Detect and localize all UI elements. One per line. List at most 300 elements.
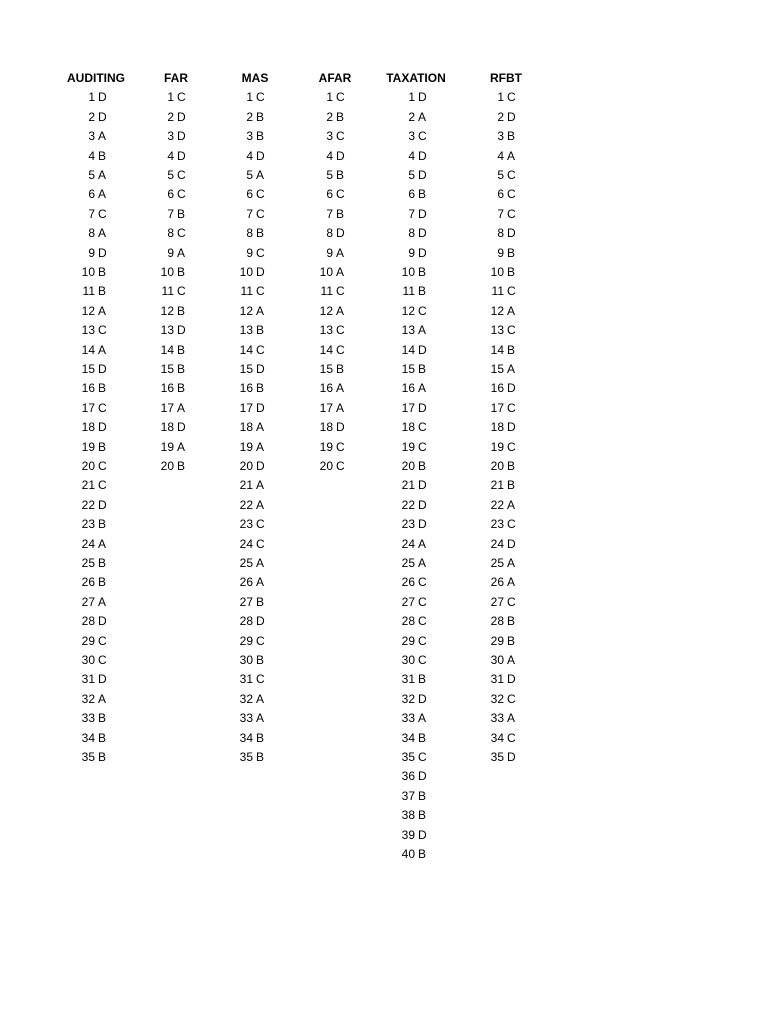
answer-entry: [480, 166, 516, 185]
answer-entry: [480, 302, 515, 321]
answer-entry: [480, 554, 515, 573]
question-number: 1: [497, 90, 504, 105]
question-number: 8: [88, 226, 95, 241]
answer-letter: B: [336, 168, 345, 182]
answer-letter: D: [256, 400, 265, 415]
answer-letter: D: [98, 497, 107, 512]
answer-letter: B: [507, 342, 516, 357]
answer-entry: [150, 360, 185, 379]
answer-letter: B: [98, 265, 107, 279]
answer-entry: [229, 535, 265, 554]
question-number: 4: [167, 148, 174, 163]
answer-letter: D: [418, 497, 427, 512]
answer-entry: [71, 224, 106, 243]
question-number: 27: [81, 594, 95, 609]
answer-letter: B: [98, 730, 107, 745]
question-number: 31: [81, 672, 95, 687]
answer-entry: [229, 438, 264, 457]
answer-letter: A: [256, 711, 265, 726]
question-number: 13: [319, 323, 333, 338]
question-number: 13: [239, 323, 253, 338]
answer-letter: C: [177, 284, 186, 299]
question-number: 23: [239, 517, 253, 532]
question-number: 19: [401, 439, 415, 454]
answer-letter: C: [256, 633, 265, 648]
question-number: 20: [160, 459, 174, 473]
answer-entry: [480, 282, 516, 301]
answer-letter: B: [256, 226, 265, 241]
answer-entry: [229, 709, 264, 728]
question-number: 5: [326, 168, 333, 182]
question-number: 9: [497, 245, 504, 260]
answer-letter: C: [256, 672, 265, 687]
answer-letter: D: [507, 381, 516, 396]
answer-entry: [480, 321, 516, 340]
question-number: 11: [82, 284, 95, 299]
answer-letter: B: [336, 206, 345, 221]
answer-letter: A: [336, 400, 345, 415]
answer-letter: C: [98, 653, 107, 667]
answer-entry: [71, 263, 106, 282]
answer-letter: A: [507, 556, 516, 570]
question-number: 18: [319, 420, 333, 435]
answer-letter: C: [177, 168, 186, 182]
question-number: 7: [246, 206, 253, 221]
question-number: 29: [401, 633, 415, 648]
answer-entry: [480, 263, 515, 282]
question-number: 14: [401, 342, 415, 357]
answer-letter: D: [98, 420, 107, 435]
answer-letter: C: [98, 323, 107, 338]
question-number: 3: [246, 129, 253, 144]
answer-entry: [480, 709, 515, 728]
answer-entry: [229, 457, 265, 476]
answer-letter: C: [507, 168, 516, 182]
question-number: 7: [326, 206, 333, 221]
answer-entry: [391, 341, 427, 360]
answer-entry: [480, 147, 515, 166]
question-number: 24: [490, 536, 504, 551]
answer-entry: [229, 515, 265, 534]
answer-letter: C: [256, 206, 265, 221]
question-number: 39: [401, 827, 415, 842]
question-number: 8: [497, 226, 504, 241]
question-number: 12: [319, 303, 333, 318]
answer-entry: [229, 379, 264, 398]
question-number: 35: [81, 750, 95, 764]
answer-entry: [71, 709, 106, 728]
answer-entry: [480, 457, 515, 476]
question-number: 18: [239, 420, 253, 435]
answer-entry: [480, 496, 515, 515]
question-number: 6: [246, 187, 253, 202]
answer-entry: [150, 108, 186, 127]
answer-letter: C: [507, 517, 516, 532]
question-number: 9: [326, 245, 333, 260]
question-number: 1: [408, 90, 415, 105]
answer-entry: [391, 554, 426, 573]
question-number: 24: [239, 536, 253, 551]
question-number: 28: [239, 614, 253, 629]
question-number: 31: [490, 672, 504, 687]
answer-letter: D: [418, 478, 427, 493]
answer-letter: B: [177, 362, 186, 376]
answer-entry: [391, 244, 427, 263]
answer-letter: A: [256, 691, 265, 706]
answer-letter: D: [98, 90, 107, 105]
answer-entry: [150, 321, 186, 340]
column-header-rfbt: RFBT: [490, 71, 522, 85]
answer-entry: [229, 244, 265, 263]
answer-entry: [391, 709, 426, 728]
answer-letter: C: [336, 284, 345, 299]
answer-letter: D: [336, 226, 345, 241]
question-number: 24: [81, 536, 95, 551]
question-number: 22: [490, 497, 504, 512]
question-number: 17: [401, 400, 415, 415]
answer-entry: [150, 418, 186, 437]
question-number: 21: [490, 478, 504, 493]
answer-letter: C: [507, 400, 516, 415]
question-number: 17: [160, 400, 174, 415]
answer-letter: A: [256, 439, 265, 454]
question-number: 9: [408, 245, 415, 260]
answer-entry: [71, 438, 106, 457]
answer-entry: [391, 282, 426, 301]
answer-letter: D: [507, 226, 516, 241]
answer-entry: [229, 360, 265, 379]
answer-entry: [391, 573, 427, 592]
answer-entry: [71, 418, 107, 437]
answer-entry: [480, 612, 515, 631]
answer-entry: [229, 185, 265, 204]
answer-letter: A: [98, 187, 107, 202]
answer-letter: A: [256, 168, 265, 182]
question-number: 7: [497, 206, 504, 221]
answer-letter: A: [177, 400, 186, 415]
answer-entry: [229, 690, 264, 709]
answer-letter: B: [507, 129, 516, 144]
answer-letter: D: [336, 148, 345, 163]
question-number: 8: [326, 226, 333, 241]
answer-letter: B: [256, 653, 265, 667]
question-number: 17: [239, 400, 253, 415]
answer-entry: [309, 302, 344, 321]
question-number: 5: [167, 168, 174, 182]
answer-entry: [229, 108, 264, 127]
answer-letter: D: [256, 265, 265, 279]
answer-entry: [480, 670, 516, 689]
question-number: 1: [88, 90, 95, 105]
answer-entry: [229, 496, 264, 515]
question-number: 11: [240, 284, 253, 299]
answer-letter: A: [336, 303, 345, 318]
answer-entry: [480, 593, 516, 612]
answer-entry: [150, 302, 185, 321]
question-number: 2: [497, 109, 504, 124]
answer-letter: D: [507, 536, 516, 551]
answer-letter: C: [418, 653, 427, 667]
answer-entry: [391, 379, 426, 398]
question-number: 15: [401, 362, 415, 376]
question-number: 16: [160, 381, 174, 396]
answer-letter: C: [256, 245, 265, 260]
answer-letter: A: [418, 381, 427, 396]
question-number: 4: [326, 148, 333, 163]
answer-letter: C: [418, 575, 427, 590]
answer-letter: A: [98, 303, 107, 318]
question-number: 15: [81, 362, 95, 376]
answer-entry: [309, 399, 344, 418]
question-number: 13: [490, 323, 504, 338]
question-number: 21: [401, 478, 415, 493]
question-number: 38: [401, 808, 415, 823]
answer-entry: [229, 127, 264, 146]
answer-letter: D: [98, 109, 107, 124]
question-number: 6: [408, 187, 415, 202]
answer-entry: [391, 651, 427, 670]
answer-entry: [480, 205, 516, 224]
answer-letter: C: [418, 303, 427, 318]
answer-entry: [150, 205, 185, 224]
answer-entry: [391, 205, 427, 224]
answer-entry: [71, 535, 106, 554]
answer-letter: A: [418, 556, 427, 570]
question-number: 2: [326, 109, 333, 124]
answer-entry: [71, 282, 106, 301]
question-number: 1: [326, 90, 333, 105]
question-number: 29: [490, 633, 504, 648]
answer-letter: C: [336, 323, 345, 338]
question-number: 11: [491, 284, 504, 299]
answer-entry: [150, 244, 185, 263]
answer-letter: A: [507, 711, 516, 726]
answer-letter: A: [98, 536, 107, 551]
answer-letter: A: [98, 594, 107, 609]
question-number: 10: [160, 265, 174, 279]
question-number: 8: [167, 226, 174, 241]
answer-entry: [480, 729, 516, 748]
answer-entry: [229, 263, 265, 282]
answer-entry: [71, 360, 107, 379]
question-number: 34: [401, 730, 415, 745]
question-number: 26: [81, 575, 95, 590]
question-number: 4: [88, 148, 95, 163]
answer-letter: A: [418, 323, 427, 338]
question-number: 13: [401, 323, 415, 338]
question-number: 11: [402, 284, 415, 299]
question-number: 31: [401, 672, 415, 687]
question-number: 14: [490, 342, 504, 357]
answer-letter: C: [507, 691, 516, 706]
answer-entry: [229, 166, 264, 185]
column-header-far: FAR: [164, 71, 188, 85]
answer-letter: A: [256, 478, 265, 493]
answer-letter: D: [418, 245, 427, 260]
answer-entry: [229, 729, 264, 748]
answer-letter: A: [418, 536, 427, 551]
question-number: 1: [246, 90, 253, 105]
question-number: 15: [490, 362, 504, 376]
answer-entry: [391, 826, 427, 845]
answer-entry: [150, 127, 186, 146]
answer-letter: B: [418, 788, 427, 803]
answer-entry: [309, 457, 345, 476]
answer-entry: [229, 302, 264, 321]
question-number: 3: [167, 129, 174, 144]
answer-entry: [229, 418, 264, 437]
answer-entry: [71, 166, 106, 185]
question-number: 15: [239, 362, 253, 376]
question-number: 35: [401, 750, 415, 764]
answer-letter: A: [507, 148, 516, 163]
answer-letter: B: [418, 284, 427, 299]
question-number: 24: [401, 536, 415, 551]
question-number: 3: [408, 129, 415, 144]
answer-entry: [71, 651, 107, 670]
answer-entry: [71, 244, 107, 263]
answer-letter: D: [418, 168, 427, 182]
answer-letter: C: [418, 750, 427, 764]
answer-entry: [391, 748, 427, 767]
answer-letter: C: [256, 517, 265, 532]
answer-letter: A: [177, 245, 186, 260]
question-number: 17: [319, 400, 333, 415]
answer-letter: B: [98, 575, 107, 590]
question-number: 25: [401, 556, 415, 570]
answer-entry: [391, 535, 426, 554]
question-number: 10: [401, 265, 415, 279]
question-number: 33: [401, 711, 415, 726]
answer-entry: [229, 88, 265, 107]
answer-letter: C: [507, 284, 516, 299]
answer-letter: D: [256, 459, 265, 473]
question-number: 27: [401, 594, 415, 609]
answer-entry: [229, 670, 265, 689]
question-number: 2: [408, 109, 415, 124]
answer-entry: [480, 127, 515, 146]
answer-entry: [71, 108, 107, 127]
answer-entry: [229, 341, 265, 360]
question-number: 7: [408, 206, 415, 221]
answer-letter: D: [98, 614, 107, 629]
question-number: 6: [497, 187, 504, 202]
question-number: 22: [239, 497, 253, 512]
answer-letter: C: [418, 129, 427, 144]
question-number: 22: [81, 497, 95, 512]
answer-entry: [391, 515, 427, 534]
answer-letter: C: [177, 187, 186, 202]
answer-entry: [71, 302, 106, 321]
answer-entry: [391, 166, 427, 185]
question-number: 29: [81, 633, 95, 648]
answer-letter: D: [418, 400, 427, 415]
answer-letter: D: [177, 129, 186, 144]
answer-entry: [391, 806, 426, 825]
question-number: 20: [319, 459, 333, 473]
question-number: 16: [401, 381, 415, 396]
answer-entry: [229, 632, 265, 651]
answer-letter: B: [98, 381, 107, 396]
answer-entry: [391, 418, 427, 437]
answer-entry: [150, 185, 186, 204]
answer-letter: C: [418, 594, 427, 609]
answer-letter: B: [336, 362, 345, 376]
answer-entry: [480, 341, 515, 360]
question-number: 21: [239, 478, 253, 493]
question-number: 33: [239, 711, 253, 726]
answer-entry: [150, 457, 185, 476]
answer-letter: B: [418, 808, 427, 823]
question-number: 9: [167, 245, 174, 260]
answer-entry: [229, 593, 264, 612]
answer-entry: [309, 166, 344, 185]
answer-entry: [391, 670, 426, 689]
question-number: 37: [401, 788, 415, 803]
answer-entry: [391, 457, 426, 476]
answer-entry: [229, 399, 265, 418]
answer-letter: C: [507, 323, 516, 338]
answer-entry: [391, 360, 426, 379]
question-number: 34: [239, 730, 253, 745]
question-number: 40: [401, 847, 415, 861]
answer-letter: D: [507, 109, 516, 124]
answer-letter: C: [98, 478, 107, 493]
answer-letter: C: [507, 439, 516, 454]
question-number: 5: [408, 168, 415, 182]
answer-entry: [391, 593, 427, 612]
answer-entry: [480, 244, 515, 263]
question-number: 29: [239, 633, 253, 648]
question-number: 14: [160, 342, 174, 357]
answer-letter: A: [418, 711, 427, 726]
answer-letter: B: [177, 342, 186, 357]
answer-entry: [229, 476, 264, 495]
question-number: 3: [497, 129, 504, 144]
question-number: 34: [81, 730, 95, 745]
answer-entry: [309, 263, 344, 282]
answer-letter: B: [507, 245, 516, 260]
answer-entry: [391, 632, 427, 651]
question-number: 22: [401, 497, 415, 512]
answer-letter: B: [98, 517, 107, 532]
question-number: 25: [239, 556, 253, 570]
question-number: 30: [239, 653, 253, 667]
question-number: 19: [239, 439, 253, 454]
question-number: 6: [326, 187, 333, 202]
question-number: 12: [490, 303, 504, 318]
answer-letter: B: [507, 614, 516, 629]
answer-letter: B: [98, 750, 107, 764]
answer-entry: [391, 399, 427, 418]
answer-letter: C: [336, 342, 345, 357]
answer-letter: C: [256, 284, 265, 299]
answer-entry: [480, 438, 516, 457]
answer-entry: [229, 147, 265, 166]
answer-letter: B: [418, 265, 427, 279]
answer-letter: A: [507, 497, 516, 512]
answer-entry: [480, 185, 516, 204]
column-header-mas: MAS: [241, 71, 269, 85]
question-number: 35: [239, 750, 253, 764]
answer-entry: [391, 302, 427, 321]
question-number: 12: [239, 303, 253, 318]
question-number: 27: [239, 594, 253, 609]
answer-entry: [71, 341, 106, 360]
question-number: 32: [490, 691, 504, 706]
answer-entry: [150, 341, 185, 360]
question-number: 5: [88, 168, 95, 182]
